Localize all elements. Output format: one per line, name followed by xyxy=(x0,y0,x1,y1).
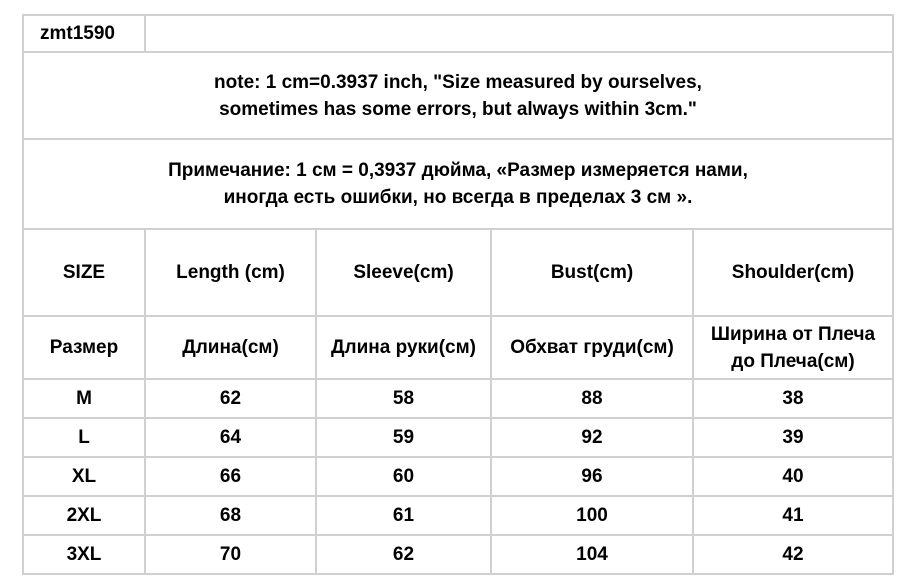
sleeve-cell: 62 xyxy=(316,535,491,574)
note-en-row xyxy=(23,52,893,139)
header-en-row xyxy=(23,229,893,316)
product-code: zmt1590 xyxy=(23,15,145,52)
shoulder-cell: 39 xyxy=(693,418,893,457)
sleeve-cell: 59 xyxy=(316,418,491,457)
length-cell: 70 xyxy=(145,535,316,574)
header-sleeve: Sleeve(cm) xyxy=(316,229,491,316)
header-sleeve-ru: Длина руки(см) xyxy=(316,316,491,379)
table-row xyxy=(23,418,893,457)
size-cell: XL xyxy=(23,457,145,496)
note-english-line-2: sometimes has some errors, but always within 3cm." xyxy=(219,98,697,120)
sleeve-cell: 60 xyxy=(316,457,491,496)
table-row xyxy=(23,379,893,418)
length-cell: 66 xyxy=(145,457,316,496)
note-english xyxy=(23,52,893,139)
table-row xyxy=(23,535,893,574)
table-row xyxy=(23,496,893,535)
shoulder-cell: 42 xyxy=(693,535,893,574)
header-size: SIZE xyxy=(23,229,145,316)
product-code-row xyxy=(23,15,893,52)
header-shoulder-ru-line-1: Ширина от Плеча xyxy=(710,323,876,345)
note-ru-row xyxy=(23,139,893,229)
bust-cell: 92 xyxy=(491,418,693,457)
size-cell: M xyxy=(23,379,145,418)
note-russian-line-1: Примечание: 1 см = 0,3937 дюйма, «Размер измеряется нами, xyxy=(168,160,748,181)
note-english-line-1: note: 1 cm=0.3937 inch, "Size measured by ourselves, xyxy=(214,71,702,93)
note-russian-line-2: иногда есть ошибки, но всегда в пределах 3 см ». xyxy=(223,187,693,208)
length-cell: 62 xyxy=(145,379,316,418)
header-bust: Bust(cm) xyxy=(491,229,693,316)
empty-header-cell xyxy=(145,15,893,52)
header-length-ru: Длина(см) xyxy=(145,316,316,379)
bust-cell: 100 xyxy=(491,496,693,535)
size-chart-table xyxy=(22,14,894,575)
header-ru-row xyxy=(23,316,893,379)
shoulder-cell: 41 xyxy=(693,496,893,535)
note-russian xyxy=(23,139,893,229)
bust-cell: 88 xyxy=(491,379,693,418)
shoulder-cell: 38 xyxy=(693,379,893,418)
header-size-ru: Размер xyxy=(23,316,145,379)
size-cell: 2XL xyxy=(23,496,145,535)
size-cell: L xyxy=(23,418,145,457)
header-length: Length (cm) xyxy=(145,229,316,316)
size-cell: 3XL xyxy=(23,535,145,574)
bust-cell: 96 xyxy=(491,457,693,496)
sleeve-cell: 58 xyxy=(316,379,491,418)
header-shoulder-ru-line-2: до Плеча(см) xyxy=(731,350,855,372)
header-shoulder: Shoulder(cm) xyxy=(693,229,893,316)
length-cell: 64 xyxy=(145,418,316,457)
table-row xyxy=(23,457,893,496)
sleeve-cell: 61 xyxy=(316,496,491,535)
header-bust-ru: Обхват груди(см) xyxy=(491,316,693,379)
shoulder-cell: 40 xyxy=(693,457,893,496)
header-shoulder-ru xyxy=(693,316,893,379)
bust-cell: 104 xyxy=(491,535,693,574)
length-cell: 68 xyxy=(145,496,316,535)
